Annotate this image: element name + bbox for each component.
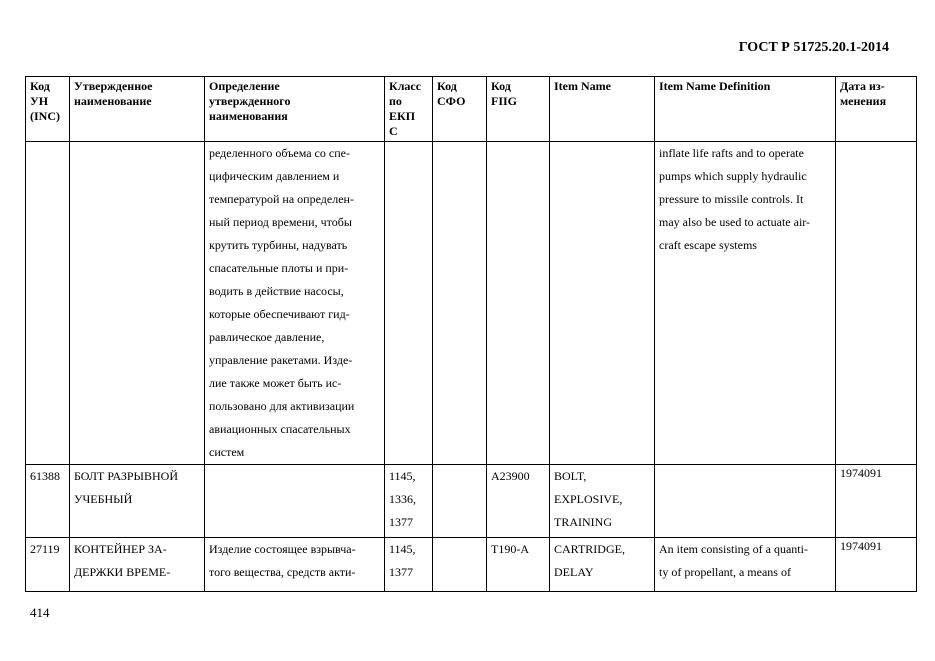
header-row — [26, 77, 917, 142]
cell-definition: ределенного объема со спе- цифическим давлением и температурой на определен- ный период времени, чтобы крутить турбины, надувать спасательные плоты и при- водить в действие насосы, которые обеспечивают гид- равлическое давление, управление ракетами. Изде- лие также может быть ис- пользовано для активизации авиационных спасательных систем — [205, 142, 385, 465]
cell-approved-name — [70, 142, 205, 465]
cell-change-date — [836, 142, 917, 465]
col-header-fiig: Код FIIG — [487, 77, 550, 142]
cell-inc — [26, 142, 70, 465]
cell-definition: Изделие состоящее взрывча- того вещества, средств акти- — [205, 538, 385, 592]
cell-class: 1145, 1336, 1377 — [385, 465, 433, 538]
catalog-table — [25, 76, 917, 592]
table-row — [26, 465, 917, 538]
document-code: ГОСТ Р 51725.20.1-2014 — [738, 40, 889, 55]
cell-fiig: T190-A — [487, 538, 550, 592]
cell-definition — [205, 465, 385, 538]
cell-item-name — [550, 142, 655, 465]
col-header-definition: Определение утвержденного наименования — [205, 77, 385, 142]
cell-item-name-definition: inflate life rafts and to operate pumps which supply hydraulic pressure to missile controls. It may also be used to actuate air- craft escape systems — [655, 142, 836, 465]
cell-item-name-definition — [655, 465, 836, 538]
col-header-approved-name: Утвержденное наименование — [70, 77, 205, 142]
cell-sfo — [433, 142, 487, 465]
cell-sfo — [433, 538, 487, 592]
cell-item-name: CARTRIDGE, DELAY — [550, 538, 655, 592]
col-header-sfo: Код СФО — [433, 77, 487, 142]
col-header-inc: Код УН (INC) — [26, 77, 70, 142]
cell-inc: 27119 — [26, 538, 70, 592]
page-number: 414 — [30, 605, 50, 620]
col-header-item-name: Item Name — [550, 77, 655, 142]
cell-class: 1145, 1377 — [385, 538, 433, 592]
cell-fiig — [487, 142, 550, 465]
table-row — [26, 538, 917, 592]
cell-fiig: A23900 — [487, 465, 550, 538]
cell-item-name-definition: An item consisting of a quanti- ty of propellant, a means of — [655, 538, 836, 592]
cell-sfo — [433, 465, 487, 538]
cell-class — [385, 142, 433, 465]
cell-inc: 61388 — [26, 465, 70, 538]
table-row — [26, 142, 917, 465]
col-header-change-date: Дата из- менения — [836, 77, 917, 142]
col-header-item-name-definition: Item Name Definition — [655, 77, 836, 142]
cell-item-name: BOLT, EXPLOSIVE, TRAINING — [550, 465, 655, 538]
cell-change-date: 1974091 — [836, 538, 917, 592]
cell-change-date: 1974091 — [836, 465, 917, 538]
col-header-class: Класс по ЕКП С — [385, 77, 433, 142]
cell-approved-name: КОНТЕЙНЕР ЗА- ДЕРЖКИ ВРЕМЕ- — [70, 538, 205, 592]
cell-approved-name: БОЛТ РАЗРЫВНОЙ УЧЕБНЫЙ — [70, 465, 205, 538]
